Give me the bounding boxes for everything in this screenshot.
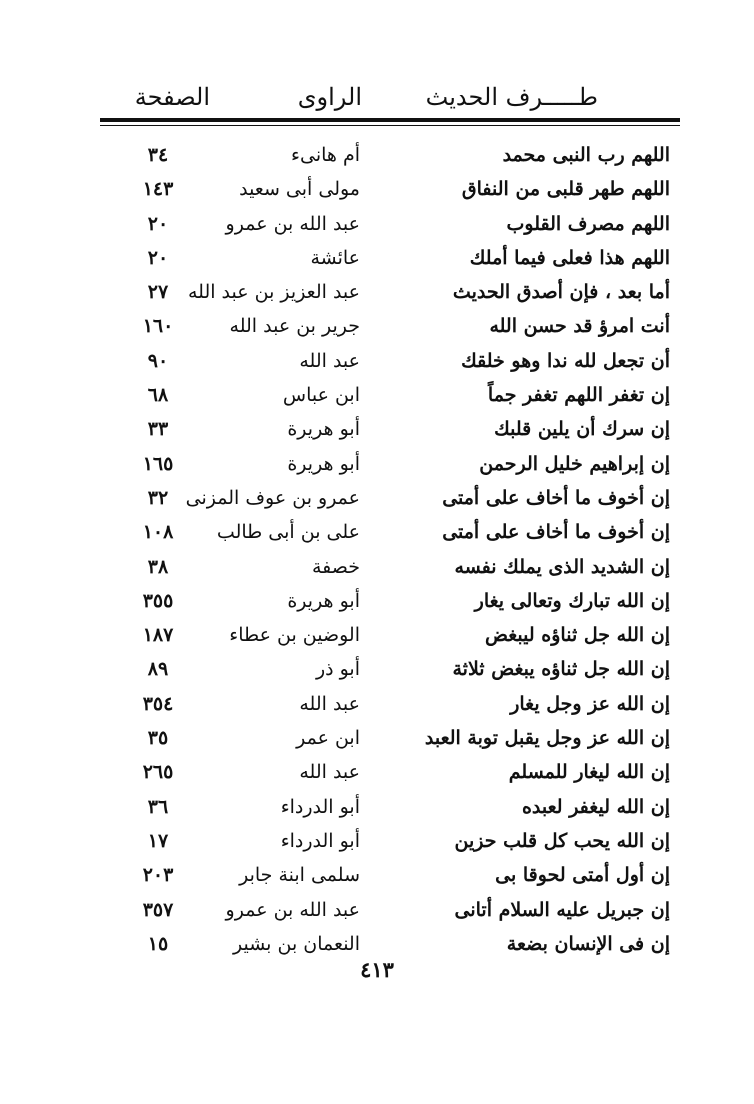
page-reference: ١٧ [147,829,169,852]
table-row [100,790,680,824]
hadith-opening: إن أخوف ما أخاف على أمتى [442,521,670,544]
table-row [100,138,680,172]
table-row [100,755,680,789]
hadith-opening: إن الله جل ثناؤه ليبغض [484,624,670,647]
table-row [100,481,680,515]
hadith-opening: إن سرك أن يلين قلبك [494,418,670,441]
narrator-name: أم هانىء [291,144,360,166]
narrator-name: عبد الله بن عمرو [225,898,360,921]
page-number: ٤١٣ [360,957,394,982]
narrator-name: عمرو بن عوف المزنى [185,486,360,509]
narrator-name: عبد الله [299,692,360,715]
page-reference: ١٤٣ [142,178,174,201]
narrator-name: أبو هريرة [287,452,360,475]
table-row [100,824,680,858]
page-reference: ١٦٥ [142,452,174,475]
page-reference: ٣٢ [147,486,169,509]
page-reference: ٢٦٥ [142,761,174,784]
page-reference: ٨٩ [147,658,169,681]
table-row [100,515,680,549]
hadith-opening: إن الله تبارك وتعالى يغار [474,589,670,612]
narrator-name: مولى أبى سعيد [239,178,360,201]
narrator-name: أبو هريرة [287,589,360,612]
narrator-name: جرير بن عبد الله [229,315,360,338]
hadith-opening: إن تغفر اللهم تغفر جماً [487,384,670,407]
table-row [100,447,680,481]
page-reference: ٣٥٥ [142,589,174,612]
hadith-opening: أما بعد ، فإن أصدق الحديث [452,281,670,304]
page-reference: ٢٧ [147,281,169,304]
hadith-opening: اللهم رب النبى محمد [502,144,670,166]
narrator-name: أبو هريرة [287,418,360,441]
hadith-opening: إن جبريل عليه السلام أتانى [454,898,670,921]
header-rule-thin [100,125,680,126]
narrator-name: عبد العزيز بن عبد الله [187,281,360,304]
table-row [100,378,680,412]
table-row [100,893,680,927]
page-reference: ٣٦ [147,795,169,818]
table-row [100,858,680,892]
column-header-hadith: طـــــرف الحديث [425,83,598,111]
table-row [100,275,680,309]
table-row [100,652,680,686]
page-reference: ١٦٠ [142,315,174,338]
hadith-opening: اللهم طهر قلبى من النفاق [461,178,670,201]
narrator-name: على بن أبى طالب [216,521,360,544]
hadith-opening: إن فى الإنسان بضعة [506,932,670,955]
column-header-narrator: الراوى [297,83,362,111]
page-reference: ٣٥٤ [142,692,174,715]
narrator-name: أبو الدرداء [280,795,360,818]
table-row [100,618,680,652]
hadith-opening: إن الله ليغار للمسلم [508,761,670,784]
header-rule-thick [100,118,680,122]
hadith-opening: اللهم مصرف القلوب [506,212,670,235]
hadith-opening: اللهم هذا فعلى فيما أملك [469,246,670,269]
table-row [100,344,680,378]
table-row [100,584,680,618]
hadith-opening: إن الله عز وجل يقبل توبة العبد [424,727,670,750]
page-reference: ٢٠ [147,212,169,235]
hadith-opening: إن الله ليغفر لعبده [521,795,670,818]
table-row [100,241,680,275]
narrator-name: ابن عباس [282,384,360,407]
narrator-name: النعمان بن بشير [233,932,360,955]
table-row [100,172,680,206]
narrator-name: عبد الله بن عمرو [225,212,360,235]
hadith-opening: إن أخوف ما أخاف على أمتى [442,486,670,509]
page-reference: ٦٨ [147,384,169,407]
page-reference: ٢٠ [147,246,169,269]
hadith-opening: إن الله جل ثناؤه يبغض ثلاثة [452,658,670,681]
hadith-opening: أنت امرؤ قد حسن الله [489,315,670,338]
narrator-name: أبو الدرداء [280,829,360,852]
page-reference: ٩٠ [147,349,169,372]
narrator-name: عبد الله [299,761,360,784]
index-table [100,138,680,961]
page-reference: ١٨٧ [142,624,174,647]
hadith-opening: أن تجعل لله ندا وهو خلقك [461,349,670,372]
narrator-name: سلمى ابنة جابر [239,864,360,887]
hadith-opening: إن إبراهيم خليل الرحمن [479,452,670,475]
hadith-opening: إن الله عز وجل يغار [510,692,670,715]
narrator-name: عائشة [310,246,360,269]
hadith-opening: إن الشديد الذى يملك نفسه [454,555,670,578]
page-reference: ٣٨ [147,555,169,578]
page-reference: ١٥ [147,932,169,955]
narrator-name: خصفة [311,555,360,578]
page-reference: ٣٥٧ [142,898,174,921]
page-reference: ٣٥ [147,727,169,750]
narrator-name: أبو ذر [315,658,360,681]
narrator-name: الوضين بن عطاء [229,624,360,647]
table-header [100,82,680,118]
narrator-name: ابن عمر [296,727,360,750]
narrator-name: عبد الله [299,349,360,372]
page-reference: ٣٤ [147,144,169,166]
table-row [100,550,680,584]
table-row [100,207,680,241]
table-row [100,687,680,721]
page-reference: ١٠٨ [142,521,174,544]
hadith-opening: إن أول أمتى لحوقا بى [495,864,670,887]
table-row [100,412,680,446]
column-header-page: الصفحة [134,83,210,111]
page-reference: ٣٣ [147,418,169,441]
hadith-opening: إن الله يحب كل قلب حزين [454,829,670,852]
table-row [100,309,680,343]
table-row [100,721,680,755]
page-reference: ٢٠٣ [142,864,174,887]
